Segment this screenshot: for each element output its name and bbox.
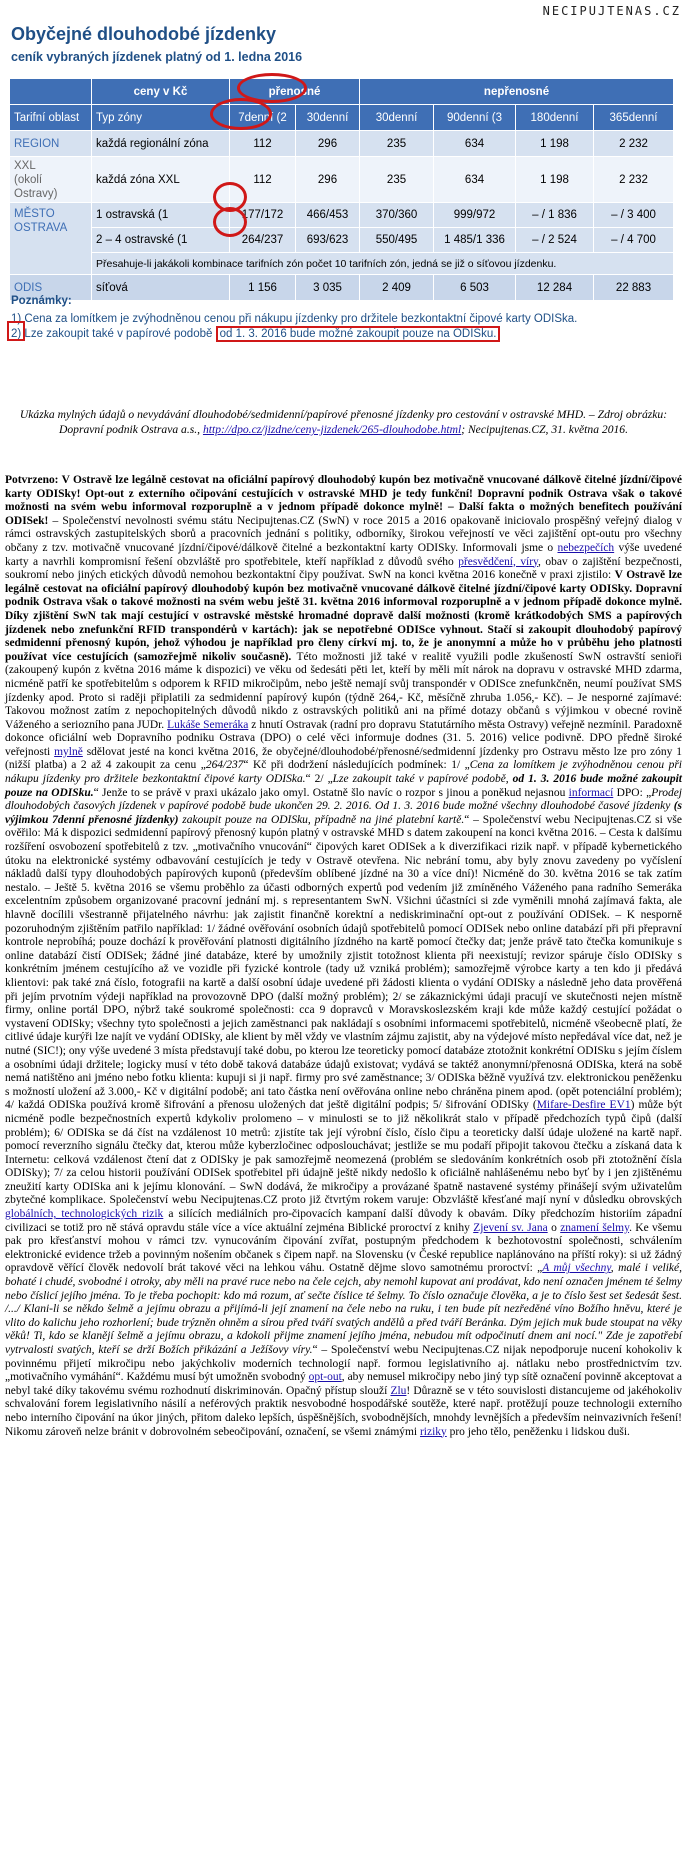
price-group-header: ceny v Kč bbox=[92, 79, 230, 105]
highlight-box bbox=[7, 321, 25, 341]
link-presvedceni[interactable]: přesvědčení, víry bbox=[458, 555, 539, 568]
highlight-ring bbox=[210, 98, 272, 130]
table-row: 2 – 4 ostravské (1 264/237 693/623 550/495 1 485/1 336 – / 2 524 – / 4 700 bbox=[10, 228, 674, 253]
col-area: Tarifní oblast bbox=[10, 105, 92, 131]
transferable-header: přenosné bbox=[230, 79, 360, 105]
col-365d: 365denní bbox=[594, 105, 674, 131]
link-mylne[interactable]: mylně bbox=[54, 745, 83, 758]
link-proroctvi[interactable]: A můj všechny bbox=[542, 1262, 611, 1275]
nontransferable-header: nepřenosné bbox=[360, 79, 674, 105]
figure-subtitle: ceník vybraných jízdenek platný od 1. ledna 2016 bbox=[11, 50, 303, 64]
col-30d-t: 30denní bbox=[296, 105, 360, 131]
link-informaci[interactable]: informací bbox=[568, 786, 614, 799]
link-nebezpecich[interactable]: nebezpečích bbox=[557, 541, 615, 554]
source-link[interactable]: http://dpo.cz/jizdne/ceny-jizdenek/265-dlouhodobe.html bbox=[202, 423, 462, 436]
table-subheader-row bbox=[10, 105, 674, 131]
link-zjeveni[interactable]: Zjevení sv. Jana bbox=[473, 1221, 548, 1234]
link-opt-out[interactable]: opt-out bbox=[308, 1371, 342, 1384]
col-zone: Typ zóny bbox=[92, 105, 230, 131]
table-row: XXL (okolí Ostravy) každá zóna XXL 112 296 235 634 1 198 2 232 bbox=[10, 157, 674, 203]
article-body: Potvrzeno: V Ostravě lze legálně cestovat na oficiální papírový dlouhodobý kupón bez motivačně vnucované dálkově čitelné jízdní/čipové karty ODISky! Opt-out z externího očipování cestujících v ostravské MHD je tedy funkční! Dopravní podnik Ostrava však o takové možnosti na svém webu informoval rozporuplně a v jednom případě dokonce mylně! – Další fakta o možných benefitech používání ODISek! – Společenství nevolnosti svému státu Necipujtenas.CZ (SwN) v roce 2015 a 2016 opakovaně iniciovalo prospěšný veřejný dialog v rámci ostravských zastupitelských sborů a pracovních jednání s politiky, odborníky, širokou veřejností ve věci zajištění opt-outu pro všechny občany z tzv. motivačně vnucované jízdní/čipové/dálkově čitelné a bezkontaktní karty ODISky. Informovali jsme o nebezpečích výše uvedené karty a navrhli kompromisní řešení obzvláště pro spotřebitele, kteří například z důvodů svého přesvědčení, víry, obav o zajištění bezpečnosti, soukromí nebo jiných etických důvodů nemohou bezkontaktní čipy používat. SwN na konci května 2016 konečně v praxi zjistilo: V Ostravě lze legálně cestovat na oficiální papírový dlouhodobý kupón bez motivačně vnucované dálkově čitelné jízdní/čipové karty ODISky. Dopravní podnik Ostrava však o takové možnosti na svém webu ještě 31. května 2016 informoval rozporuplně a v jednom případě dokonce mylně. Díky zjištění SwN tak mají cestující v ostravské městské hromadné dopravě další možnosti (kromě krátkodobých SMS a papírových jízdenek nebo znefunkční RFID transpondérů v kartách): jak se nepotřebné ODISce vyhnout. Stačí si zakoupit dlouhodobý papírový sedmidenní přenosný kupón, jehož výhodou je například pro členy církví mj. to, že je anonymní a může ho v průběhu jeho platnosti používat více cestujících (samozřejmě nikoliv současně). Této možnosti již také v realitě využili podle zkušeností SwN ostravští senioři (zakoupený kupón z května 2016 máme k dispozici) ve věku od šedesáti pěti let, kteří by měli mít nárok na dopravu v ostravské MHD zdarma, nicméně patří ke spotřebitelům s odporem k RFID mikročipům, nebo ještě nemají svůj transpondér v ODISce znefunkčněn, neumí používat SMS jízdenky apod. Proto si raději připlatili za sedmidenní papírový kupón (týdně 264,- Kč, měsíčně zhruba 1.056,- Kč). – Je nesporné zajímavé: Takovou možnost zatím z nepochopitelných důvodů nikdo z ostravských politiků ani na přímé dotazy občanů s výjimkou v obecné rovině Váženého a seriozního pana JUDr. Lukáše Semeráka z hnutí Ostravak (radní pro dopravu Statutárního města Ostravy) veřejně nezmínil. Paradoxně dokonce oficiální web Dopravního podniku Ostrava (DPO) o celé věci informuje dodnes (31. 5. 2016) velice podivně. DPO předně široké veřejnosti mylně sdělovat jesté na konci května 2016, že obyčejné/dlouhodobé/přenosné/sedmidenní jízdenky pro Ostravu město lze pro zóny 1 (nižší platba) a 2 až 4 zakoupit za cenu „264/237“ Kč při dodržení následujících podmínek: 1/ „Cena za lomítkem je zvýhodněnou cenou při nákupu jízdenky pro držitele bezkontaktní čipové karty ODISka.“ 2/ „Lze zakoupit také v papírové podobě, od 1. 3. 2016 bude možné zakoupit pouze na ODISku.“ Jenže to se právě v praxi ukázalo jako omyl. Ostatně šlo navíc o rozpor s jinou a poněkud nejasnou informací DPO: „Prodej dlouhodobých časových jízdenek v papírové podobě bude ukončen 29. 2. 2016. Od 1. 3. 2016 bude možné všechny dlouhodobé časové jízdenky (s výjimkou 7denní přenosné jízdenky) zakoupit pouze na ODISku, případně na jiné platební kartě.“ – Společenství webu Necipujtenas.CZ si vše ověřilo: Má k dispozici sedmidenní papírový přenosný kupón platný v ostravské MHD s datem zakoupení na konci května 2016. – Cesta k dalšímu rozšíření osvobození spotřebitelů z tzv. „motivačního vnucování“ čipových karet ODISek a k diverzifikaci rizik např. v případě kybernetického útoku na elektronické systémy odbavování cestujících je tedy v Ostravě otevřena. Nic nebrání tomu, aby byly znovu zavedeny po vyčíslení nákladů další typy dlouhodobých papírových kuponů (především oblíbené jízdné na 30 a více dní)! Nicméně do 30. května 2016 se tak zatím nestalo. – Ještě 5. května 2016 se všemu proběhlo za účasti odborných expertů pod vedením již zmíněného Váženého pana radního Semeráka excelentním způsobem organizované pracovní jednání mj. s representantem SwN. Všichni účastníci si zde vyměnili mnohá zajímavá fakta, ale hlavně docílili všestranně přijatelného návrhu: jak zajistit finančně korektní a nediskriminační opt-out z používání ODISek. – K nesporně pozoruhodným zjištěním patřilo například: 1/ žádné ověřování osobních údajů spotřebitelů pomocí ODISek nebo online databází při při přepravní kontrole neprobíhá; pouze dochází k prověřování platnosti digitálního jízdného na kartě pomocí čtečky dat; jenže právě tato čtečka komunikuje s online databází čistí ODISek; žádné jiné databáze, které by umožnily zjistit totožnost klienta při neexistují; revizor spáruje číslo ODISky s konkrétním jménem cestujícího až ve vozidle při fyzické kontrole (tady už vzniká problém); samozřejmě výrobce karty a ten kdo ji předává klientovi: pak také zná číslo, fotografii na kartě a další osobní údaje uvedené při žádosti klienta o vydání ODISky a následně jeho data prověřená při jejím prvotním výdeji například na provozovně DPO (další možný problém); 2/ se zákaznickými údaji pracují ve skutečnosti nejen místně firmy, online portál DPO, nýbrž také soukromé společnosti: cca 9 dopravců v Moravskoslezském kraji kde může každý cestující požádat o vystavení ODISky; všechny tyto společnosti a jejich zaměstnanci pak nakládají s osobními informacemi spotřebitelů, nicméně všeobecně platí, že citlivé údaje kurýři lze najít ve vydání ODISky, ale klient by měl vždy ve vlastním zájmu zajistit, aby na výdejové místo nepředával více dat, než je nutné (SIC!); ony výše uvedené 3 místa představují také dobu, po kterou lze teoreticky pomocí databáze ztotožnit konkrétní ODISku s jejím číslem a osobními údaji držitele; logicky musí v této době taková databáze údajů existovat; vydává se taktéž anonymní/přenosná ODISka, která na sobě nemá natištěno ani jméno nebo fotku klienta: kupuji si ji např. firmy pro své zaměstnance; 3/ ODISka běžně využívá tzv. elektronickou peněženku s možností uložení až 3.000,- Kč v digitální podobě; ani tato částka není ověřována online nebo chráněna pinem apod. (opět potenciální problém); 4/ každá ODISka používá kromě šifrování a přenosu uložených dat ještě digitální podpis; 5/ šifrování ODISky (Mifare-Desfire EV1) může být nicméně podle bezpečnostních expertů kdykoliv prolomeno – v minulosti se to již několikrát stalo v případě předchozích typů čipů (další problém); 6/ ODISka se dá číst na vzdálenost 10 metrů: zjistíte tak její výrobní číslo, číslo čipu a teoreticky další údaje uložené na kartě např. pomocí reverzního signálu čtečky dat, kterou může kyberzločinec odposlouchávat; jestliže se mu podaří připojit takovou čtečku a získaná data k Internetu: celková vzdálenost čtení dat z ODISky je pak samozřejmě neomezená (problém se sledováním konkrétních osob při ztotožnění čísla ODISky); 7/ za celou historii používání ODISek spotřebitel při údajně ještě nikdy nedošlo k oficiálně nahlášenému nebo byť by i jen zjištěnému zneužití karty ODISka ani k jejímu klonování. – SwN dodává, že mikročipy a provázané špatně nastavené systémy přinášejí svým uživatelům zbytečné komplikace. Společenství webu Necipujtenas.CZ proto již čtvrtým rokem varuje: Obzvláště křesťané mají nyní v důsledku obrovských globálních, technologických rizik a silících mediálních pro-čipovacích kampaní další důvody k obavám. Díky předchozím historiím západní civilizaci se totiž pro ně stává opravdu stále více a více aktuální zejména Biblické proroctví z knihy Zjevení sv. Jana o znamení šelmy. Ke všemu pak pro křesťanství mohou v rámci tzv. vynucováním čipování zvířat, postupným předchodem k bezhotovostní společnosti, schválením elektronické evidence tržeb a povinným nošením občanek s čipem např. na Slovensku (v České republice naplánováno na příští roky): si už žádný opravdově věřící člověk nedovolí brát takové věci na lehkou váhu. Ostatně dějme slovo samotnému proroctví: „A můj všechny, malé i veliké, bohaté i chudé, svobodné i otroky, aby měli na pravé ruce nebo na čele cejch, aby nemohl kupovat ani prodávat, kdo není označen jménem té šelmy nebo číslicí jejího jména. To je třeba pochopit: kdo má rozum, ať sečte číslice té šelmy. To číslo označuje člověka, a je to číslo šest set šedesát šest. /.../ Klani-li se někdo šelmě a jejímu obrazu a přijímá-li její znamení na čele nebo na ruku, i ten bude pít nezředěné víno Božího hněvu, které je vlito do kalichu jeho rozhorlení; bude trýzněn ohněm a sírou před tváří svatých andělů a před tváří Beránka. Dým jejich muk bude stoupat na věky věků! Ti, kdo se klanějí šelmě a jejímu obrazu, a kdokoli přijme znamení jejího jména, nebudou mít odpočinutí dnem ani nocí." Zde je zapotřebí vytrvalosti svatých, kteří se drží Božích přikázání a Ježíšovy víry.“ – Společenství webu Necipujtenas.CZ nijak nepodporuje nucení kohokoliv k povinnému přijetí mikročipu nebo jakýchkoliv moderních technologií např. formou legislativního aj. nátlaku nebo prostřednictvím tzv. „motivačního vymáhání“. Každému musí být umožněn svobodný opt-out, aby nemusel mikročipy nebo jiný typ sítě označení povinně akceptovat a nebyl také díky takovému svému rozhodnutí diskriminován. Opačný přístup slouží Zlu! Důrazně se v této souvislosti distancujeme od jakéhokoliv schvalování forem legislativního násilí a neférových praktik nesvobodné hospodářské soutěže, které např. protěžují pouze technologii externího nebo interního čipování na úkor jiných, přitom daleko lepších, úspěšnějších, svobodnějších, mnohdy levnějších a především neinvazivních řešení! Nikomu zároveň nelze bránit v dobrovolném sebeočipování, označení, se všemi známými riziky pro jeho tělo, peněženku i lidskou duši. bbox=[5, 474, 683, 1438]
table-row: MĚSTO OSTRAVA 1 ostravská (1 177/172 466/453 370/360 999/972 – / 1 836 – / 3 400 bbox=[10, 203, 674, 228]
col-7d: 7denní (2 bbox=[230, 105, 296, 131]
site-watermark: NECIPUJTENAS.CZ bbox=[542, 4, 681, 18]
table-row: ODIS síťová 1 156 3 035 2 409 6 503 12 284 22 883 bbox=[10, 275, 674, 301]
col-30d: 30denní bbox=[360, 105, 434, 131]
fare-table bbox=[9, 78, 674, 301]
link-mifare[interactable]: Mifare-Desfire EV1 bbox=[536, 1099, 631, 1112]
link-znameni-selmy[interactable]: znamení šelmy bbox=[560, 1221, 630, 1234]
highlighted-note: od 1. 3. 2016 bude možné zakoupit pouze na ODISku. bbox=[216, 326, 501, 342]
table-row: REGION každá regionální zóna 112 296 235 634 1 198 2 232 bbox=[10, 131, 674, 157]
link-globalnich-rizik[interactable]: globálních, technologických rizik bbox=[5, 1208, 164, 1221]
table-header-row bbox=[10, 79, 674, 105]
figure-caption: Ukázka mylných údajů o nevydávání dlouhodobé/sedmidenní/papírové přenosné jízdenky pro cestování v ostravské MHD. – Zdroj obrázku: Dopravní podnik Ostrava a.s., http://dpo.cz/jizdne/ceny-jizdenek/265-dlouhodobe.html; Necipujtenas.CZ, 31. května 2016. bbox=[19, 408, 668, 436]
note-1: 1) Cena za lomítkem je zvýhodněnou cenou při nákupu jízdenky pro držitele bezkontaktní čipové karty ODISka. bbox=[11, 313, 578, 325]
link-semerak[interactable]: Lukáše Semeráka bbox=[167, 718, 249, 731]
notes-title: Poznámky: bbox=[11, 295, 72, 307]
table-row: Přesahuje-li jakákoli kombinace tarifních zón počet 10 tarifních zón, jedná se již o síťovou jízdenku. bbox=[10, 253, 674, 275]
fare-table-figure bbox=[5, 20, 677, 406]
link-zlu[interactable]: Zlu bbox=[390, 1384, 407, 1397]
note-2: 2) Lze zakoupit také v papírové podobě od 1. 3. 2016 bude možné zakoupit pouze na ODISku. bbox=[11, 328, 671, 340]
table-notes bbox=[11, 295, 671, 343]
col-90d: 90denní (3 bbox=[434, 105, 516, 131]
highlight-ring bbox=[213, 207, 247, 237]
figure-title: Obyčejné dlouhodobé jízdenky bbox=[11, 24, 277, 44]
col-180d: 180denní bbox=[516, 105, 594, 131]
link-riziky[interactable]: riziky bbox=[419, 1425, 447, 1438]
